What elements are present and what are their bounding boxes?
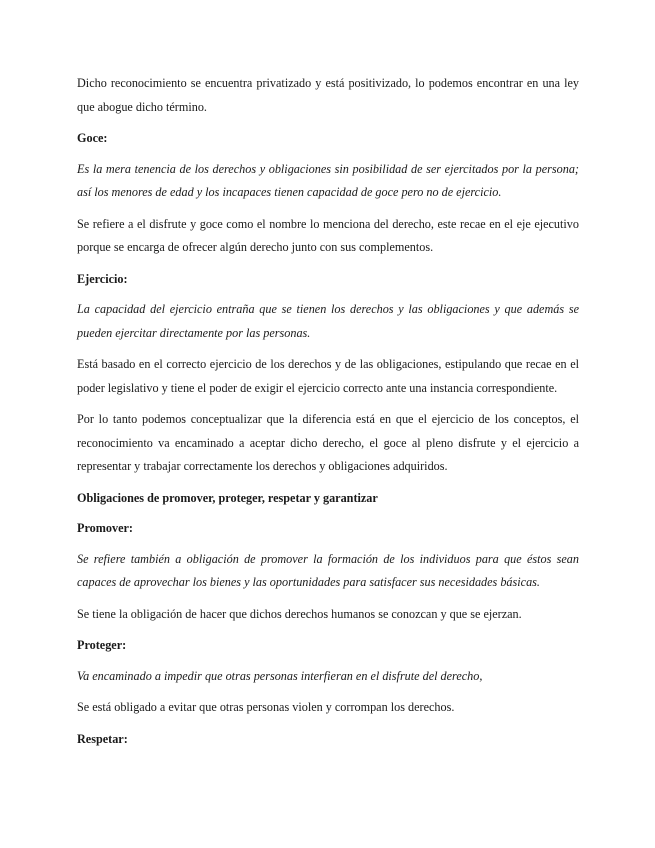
document-page xyxy=(77,72,579,758)
heading-respetar: Respetar: xyxy=(77,731,128,746)
heading-goce: Goce: xyxy=(77,131,108,145)
paragraph-ejercicio: Está basado en el correcto ejercicio de los derechos y de las obligaciones, estipulando que recae en el poder legislativo y tiene el poder de exigir el ejercicio correcto ante una instancia correspondiente. xyxy=(77,357,579,395)
definition-proteger: Va encaminado a impedir que otras personas interfieran en el disfrute del derecho, xyxy=(77,668,483,683)
definition-ejercicio: La capacidad del ejercicio entraña que se tienen los derechos y las obligaciones y que además se pueden ejercitar directamente por las personas. xyxy=(77,302,579,340)
paragraph-conclusion: Por lo tanto podemos conceptualizar que la diferencia está en que el ejercicio de los conceptos, el reconocimiento va encaminado a aceptar dicho derecho, el goce al pleno disfrute y el ejercicio a representar y trabajar correctamente los derechos y obligaciones adquiridos. xyxy=(77,412,579,473)
heading-obligaciones: Obligaciones de promover, proteger, respetar y garantizar xyxy=(77,490,378,505)
paragraph-goce: Se refiere a el disfrute y goce como el nombre lo menciona del derecho, este recae en el eje ejecutivo porque se encarga de ofrecer algún derecho junto con sus complementos. xyxy=(77,216,579,254)
paragraph-promover: Se tiene la obligación de hacer que dichos derechos humanos se conozcan y que se ejerzan. xyxy=(77,606,522,621)
paragraph-reconocimiento: Dicho reconocimiento se encuentra privatizado y está positivizado, lo podemos encontrar en una ley que abogue dicho término. xyxy=(77,76,579,114)
heading-ejercicio: Ejercicio: xyxy=(77,271,128,286)
paragraph-proteger: Se está obligado a evitar que otras personas violen y corrompan los derechos. xyxy=(77,700,455,714)
definition-goce: Es la mera tenencia de los derechos y obligaciones sin posibilidad de ser ejercitados por la persona; así los menores de edad y los incapaces tienen capacidad de goce pero no de ejercicio. xyxy=(77,161,579,199)
definition-promover: Se refiere también a obligación de promover la formación de los individuos para que éstos sean capaces de aprovechar los bienes y las oportunidades para satisfacer sus necesidades básicas. xyxy=(77,551,579,589)
heading-promover: Promover: xyxy=(77,521,133,535)
heading-proteger: Proteger: xyxy=(77,638,127,652)
